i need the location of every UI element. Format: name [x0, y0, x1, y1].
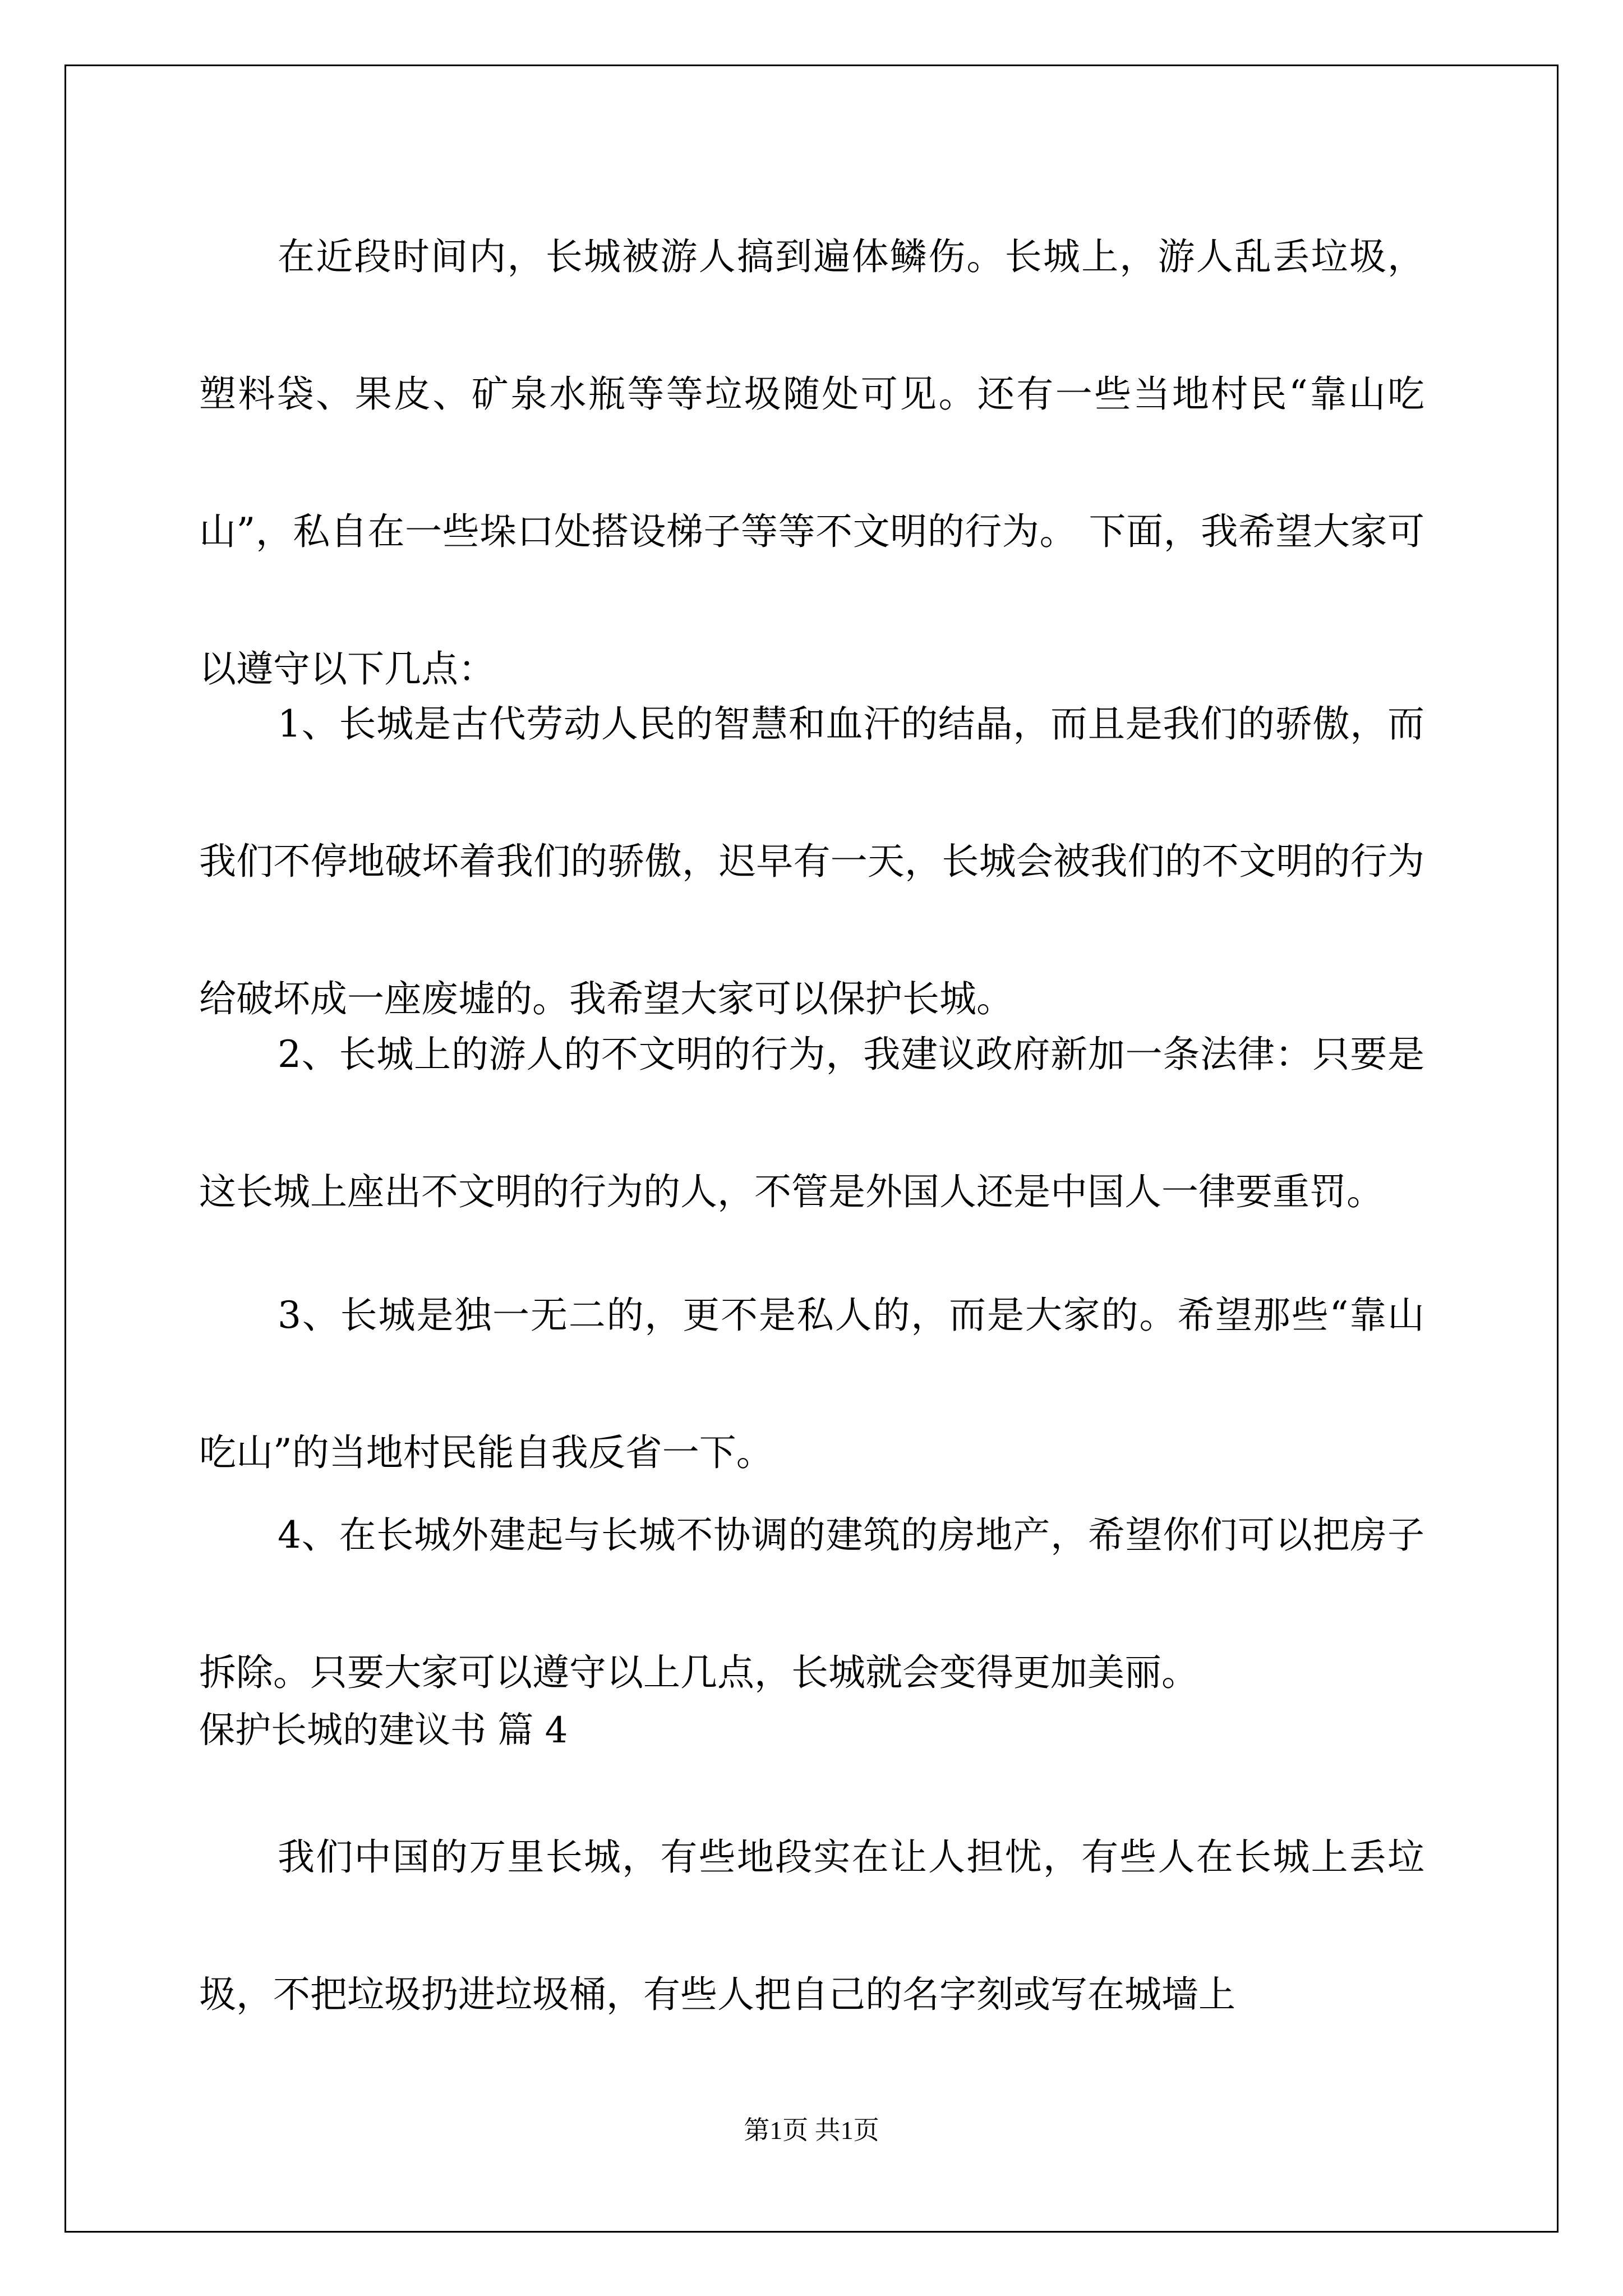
section-heading: 保护长城的建议书 篇 4: [199, 1710, 568, 1751]
paragraph-point-2: 2、长城上的游人的不文明的行为，我建议政府新加一条法律：只要是这长城上座出不文明的行为的人，不管是外国人还是中国人一律要重罚。: [199, 1033, 1424, 1213]
paragraph-point-4: 4、在长城外建起与长城不协调的建筑的房地产，希望你们可以把房子拆除。只要大家可以遵守以上几点，长城就会变得更加美丽。: [199, 1513, 1424, 1694]
paragraph-point-1: 1、长城是古代劳动人民的智慧和血汗的结晶，而且是我们的骄傲，而我们不停地破坏着我们的骄傲，迟早有一天，长城会被我们的不文明的行为给破坏成一座废墟的。我希望大家可以保护长城。: [199, 702, 1424, 1020]
page-number-footer: 第1页 共1页: [744, 2116, 879, 2145]
paragraph-point-3: 3、长城是独一无二的，更不是私人的，而是大家的。希望那些“靠山吃山”的当地村民能自我反省一下。: [199, 1294, 1424, 1474]
paragraph-section-4: 我们中国的万里长城，有些地段实在让人担忧，有些人在长城上丢垃圾，不把垃圾扔进垃圾桶，有些人把自己的名字刻或写在城墙上: [199, 1835, 1424, 2016]
paragraph-intro: 在近段时间内，长城被游人搞到遍体鳞伤。长城上，游人乱丢垃圾，塑料袋、果皮、矿泉水瓶等等垃圾随处可见。还有一些当地村民“靠山吃山”，私自在一些垛口处搭设梯子等等不文明的行为。 下面，我希望大家可以遵守以下几点：: [199, 235, 1424, 691]
